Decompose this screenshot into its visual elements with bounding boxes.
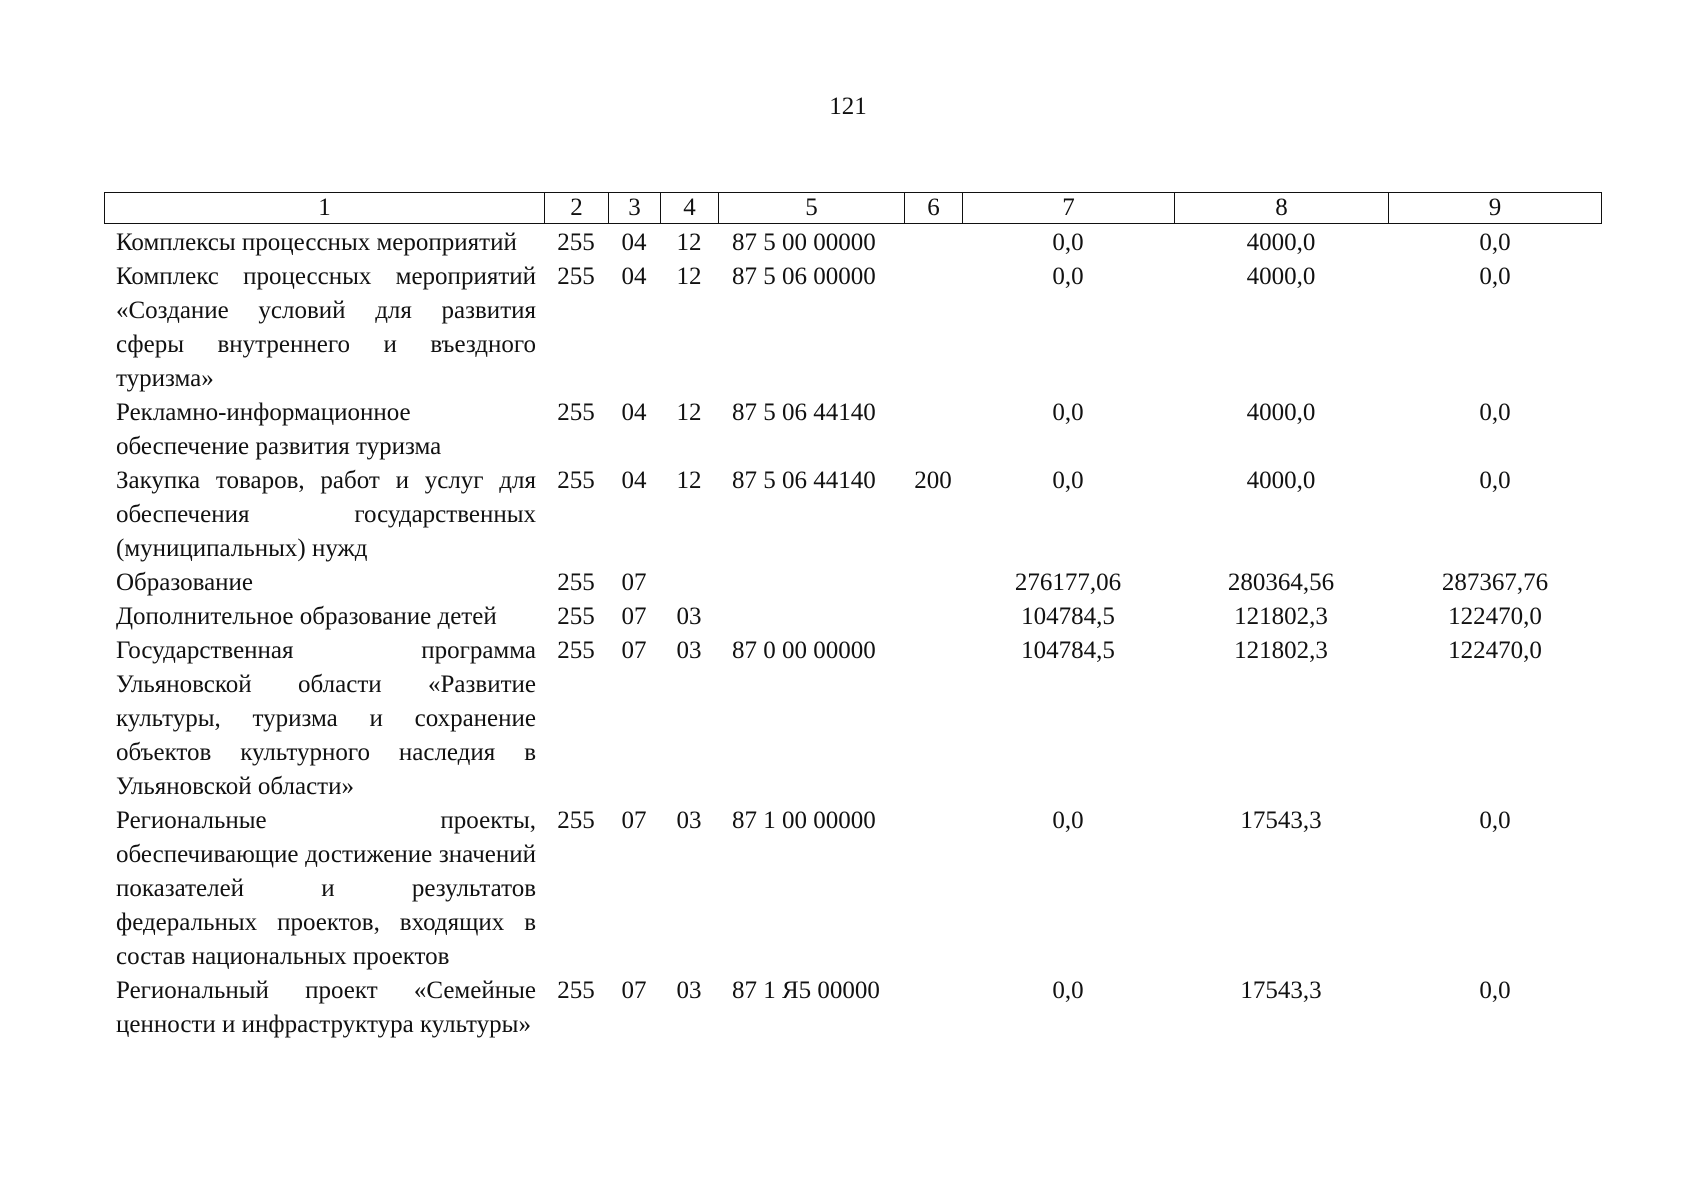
row-name: Региональные проекты, обеспечивающие достижение значений показателей и результатов федеральных проектов, входящих в состав национальных проектов	[116, 807, 536, 970]
cell-col-8: 280364,56	[1227, 569, 1335, 596]
cell-col-9: 0,0	[1479, 229, 1511, 256]
header-cell: 1	[105, 193, 545, 223]
header-cell: 8	[1175, 193, 1389, 223]
header-cell: 3	[609, 193, 661, 223]
cell-col-7: 0,0	[1052, 229, 1084, 256]
row-name: Комплексы процессных мероприятий	[116, 229, 517, 256]
cell-col-8: 4000,0	[1246, 263, 1316, 290]
cell-col-8: 121802,3	[1234, 603, 1328, 630]
cell-col-8: 4000,0	[1246, 467, 1316, 494]
cell-col-6: 200	[914, 467, 952, 494]
cell-col-7: 0,0	[1052, 467, 1084, 494]
row-name: Дополнительное образование детей	[116, 603, 497, 630]
cell-col-9: 0,0	[1479, 399, 1511, 426]
cell-col-9: 0,0	[1479, 807, 1511, 834]
table-row	[104, 396, 1602, 464]
cell-col-2: 255	[557, 807, 595, 834]
table-row	[104, 260, 1602, 396]
cell-col-7: 0,0	[1052, 399, 1084, 426]
cell-col-2: 255	[557, 263, 595, 290]
cell-col-5: 87 5 06 44140	[732, 399, 876, 426]
table-row	[104, 566, 1602, 600]
cell-col-3: 04	[621, 229, 647, 256]
table-row	[104, 464, 1602, 566]
cell-col-5: 87 0 00 00000	[732, 637, 876, 664]
cell-col-7: 0,0	[1052, 977, 1084, 1004]
cell-col-3: 04	[621, 263, 647, 290]
cell-col-8: 4000,0	[1246, 229, 1316, 256]
cell-col-8: 17543,3	[1240, 977, 1322, 1004]
cell-col-3: 07	[621, 569, 647, 596]
cell-col-4: 12	[676, 263, 702, 290]
cell-col-7: 104784,5	[1021, 637, 1115, 664]
cell-col-9: 0,0	[1479, 977, 1511, 1004]
table-row	[104, 600, 1602, 634]
header-cell: 4	[661, 193, 719, 223]
row-name: Государственная программа Ульяновской области «Развитие культуры, туризма и сохранение объектов культурного наследия в Ульяновской области»	[116, 637, 536, 800]
table-row	[104, 226, 1602, 260]
cell-col-4: 12	[676, 229, 702, 256]
cell-col-2: 255	[557, 637, 595, 664]
cell-col-5: 87 1 Я5 00000	[732, 977, 880, 1004]
page-number: 121	[829, 93, 867, 120]
row-name: Закупка товаров, работ и услуг для обеспечения государственных (муниципальных) нужд	[116, 467, 536, 562]
cell-col-2: 255	[557, 977, 595, 1004]
header-cell: 5	[719, 193, 905, 223]
row-name: Региональный проект «Семейные ценности и инфраструктура культуры»	[116, 977, 536, 1038]
cell-col-9: 122470,0	[1448, 637, 1542, 664]
cell-col-8: 121802,3	[1234, 637, 1328, 664]
cell-col-2: 255	[557, 467, 595, 494]
cell-col-4: 03	[676, 603, 702, 630]
cell-col-9: 287367,76	[1441, 569, 1549, 596]
cell-col-2: 255	[557, 569, 595, 596]
cell-col-9: 0,0	[1479, 263, 1511, 290]
cell-col-3: 04	[621, 467, 647, 494]
cell-col-4: 12	[676, 399, 702, 426]
cell-col-8: 4000,0	[1246, 399, 1316, 426]
cell-col-4: 03	[676, 807, 702, 834]
row-name: Комплекс процессных мероприятий «Создание условий для развития сферы внутреннего и въездного туризма»	[116, 263, 536, 392]
cell-col-7: 104784,5	[1021, 603, 1115, 630]
cell-col-3: 07	[621, 807, 647, 834]
cell-col-5: 87 5 00 00000	[732, 229, 876, 256]
header-cell: 2	[545, 193, 609, 223]
header-cell: 6	[905, 193, 963, 223]
table-row	[104, 974, 1602, 1042]
table-row	[104, 634, 1602, 804]
cell-col-2: 255	[557, 399, 595, 426]
row-name: Рекламно-информационное обеспечение развития туризма	[116, 399, 442, 460]
cell-col-3: 07	[621, 977, 647, 1004]
cell-col-2: 255	[557, 229, 595, 256]
header-cell: 7	[963, 193, 1175, 223]
cell-col-7: 0,0	[1052, 263, 1084, 290]
header-cell: 9	[1488, 194, 1502, 221]
table-row	[104, 804, 1602, 974]
table-body	[104, 226, 1602, 1042]
cell-col-5: 87 1 00 00000	[732, 807, 876, 834]
cell-col-8: 17543,3	[1240, 807, 1322, 834]
cell-col-5: 87 5 06 00000	[732, 263, 876, 290]
cell-col-3: 07	[621, 637, 647, 664]
cell-col-7: 276177,06	[1014, 569, 1122, 596]
row-name: Образование	[116, 569, 254, 596]
cell-col-3: 04	[621, 399, 647, 426]
table-header	[104, 192, 1602, 224]
cell-col-7: 0,0	[1052, 807, 1084, 834]
cell-col-4: 03	[676, 977, 702, 1004]
cell-col-4: 03	[676, 637, 702, 664]
cell-col-9: 0,0	[1479, 467, 1511, 494]
cell-col-3: 07	[621, 603, 647, 630]
cell-col-2: 255	[557, 603, 595, 630]
cell-col-4: 12	[676, 467, 702, 494]
cell-col-9: 122470,0	[1448, 603, 1542, 630]
cell-col-5: 87 5 06 44140	[732, 467, 876, 494]
